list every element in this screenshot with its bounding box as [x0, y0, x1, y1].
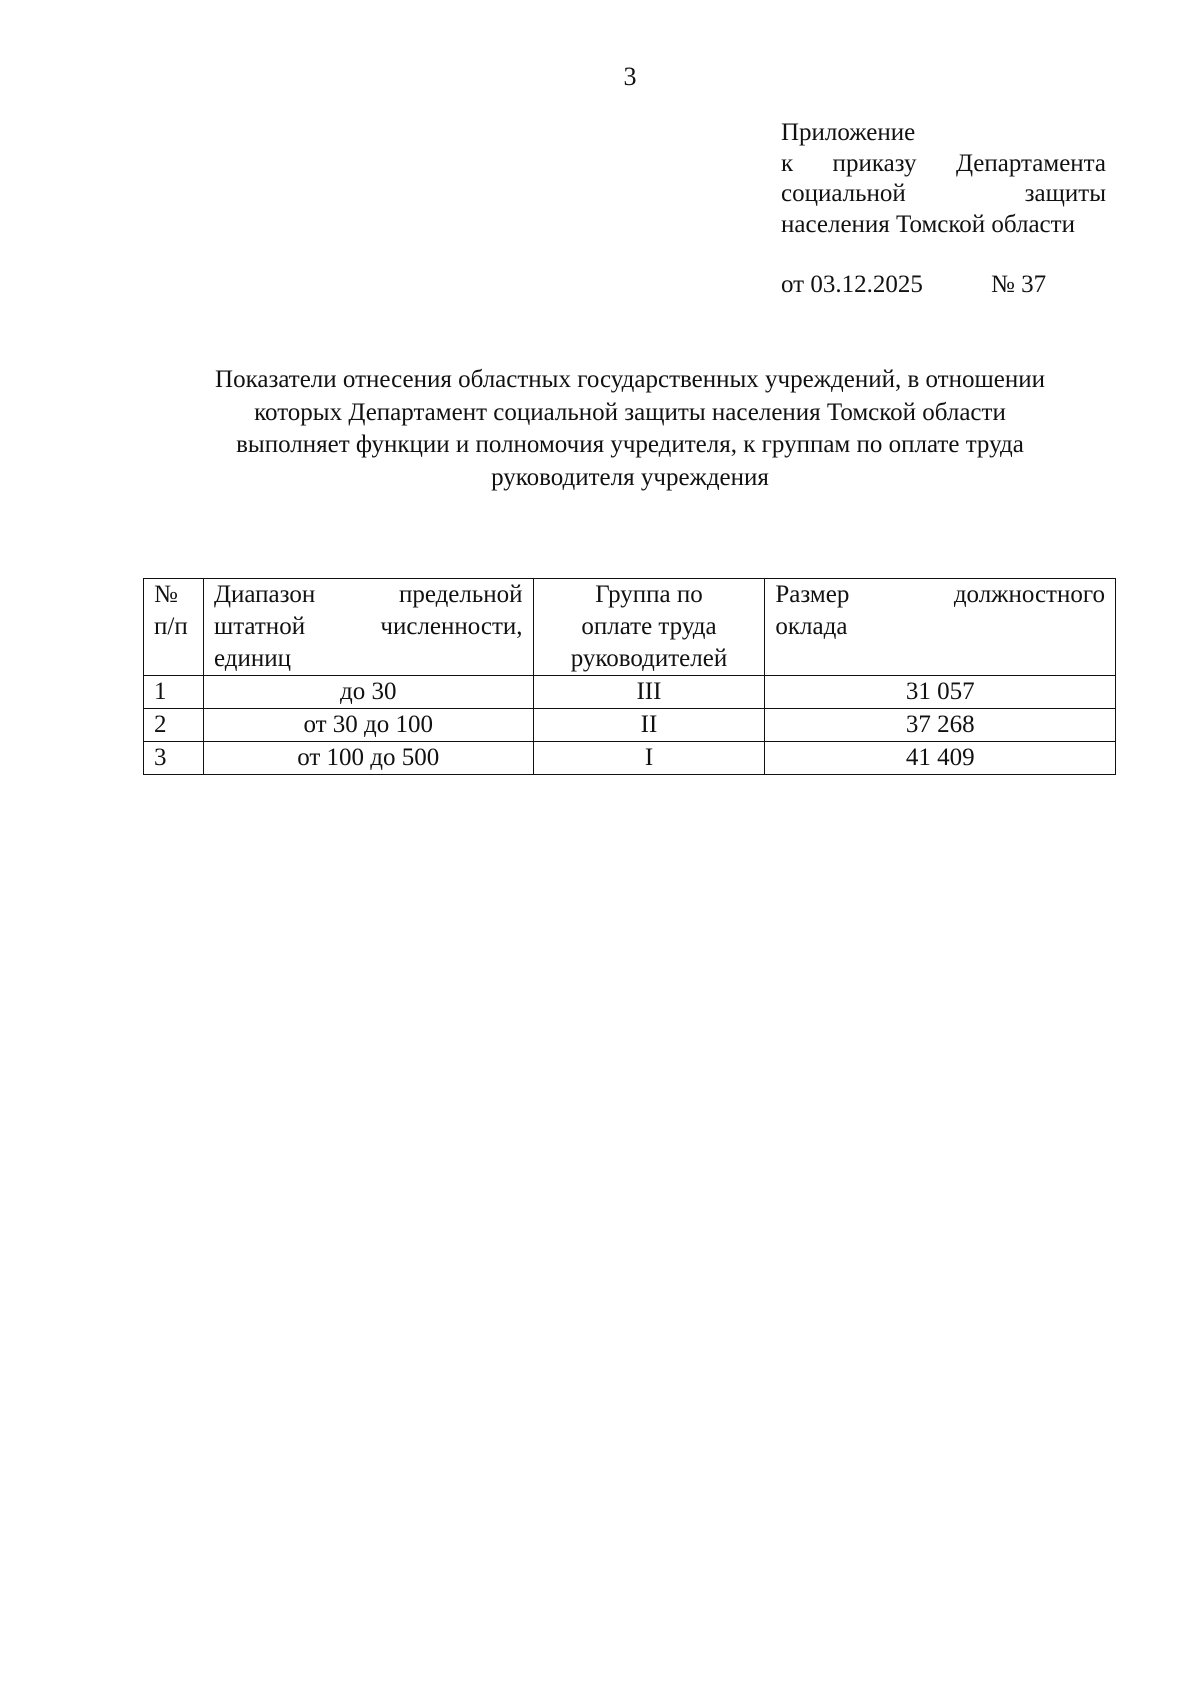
header-pay-group: Группа по оплате труда руководителей	[533, 579, 765, 676]
row-pay-group: II	[533, 709, 765, 742]
table-row	[144, 676, 1116, 709]
row-salary: 41 409	[765, 742, 1116, 775]
row-staff-range: от 30 до 100	[203, 709, 533, 742]
document-title	[130, 364, 1130, 494]
row-salary: 31 057	[765, 676, 1116, 709]
order-date: от 03.12.2025	[781, 271, 923, 298]
table-row	[144, 742, 1116, 775]
title-line: Показатели отнесения областных государственных учреждений, в отношении	[215, 366, 1045, 393]
appendix-region-line: населения Томской области	[781, 210, 1075, 238]
appendix-label: Приложение	[781, 119, 916, 146]
order-number: № 37	[991, 271, 1047, 298]
title-line: выполняет функции и полномочия учредителя, к группам по оплате труда	[236, 431, 1024, 458]
table-row	[144, 709, 1116, 742]
appendix-block	[781, 118, 1106, 240]
row-staff-range: от 100 до 500	[203, 742, 533, 775]
page-number: 3	[623, 62, 637, 91]
header-staff-range: Диапазон предельной штатной численности, единиц	[203, 579, 533, 676]
title-line: руководителя учреждения	[491, 463, 769, 491]
table-header-row	[144, 579, 1116, 676]
row-number: 1	[144, 676, 204, 709]
row-pay-group: I	[533, 742, 765, 775]
appendix-order-ref: к приказу Департамента	[781, 149, 1106, 177]
row-salary: 37 268	[765, 709, 1116, 742]
row-number: 3	[144, 742, 204, 775]
title-line: которых Департамент социальной защиты населения Томской области	[254, 398, 1006, 426]
header-salary: Размер должностного оклада	[765, 579, 1116, 676]
salary-groups-table	[143, 578, 1116, 775]
row-staff-range: до 30	[203, 676, 533, 709]
header-number: № п/п	[144, 579, 204, 676]
appendix-department-line: социальной защиты	[781, 180, 1106, 207]
row-pay-group: III	[533, 676, 765, 709]
row-number: 2	[144, 709, 204, 742]
